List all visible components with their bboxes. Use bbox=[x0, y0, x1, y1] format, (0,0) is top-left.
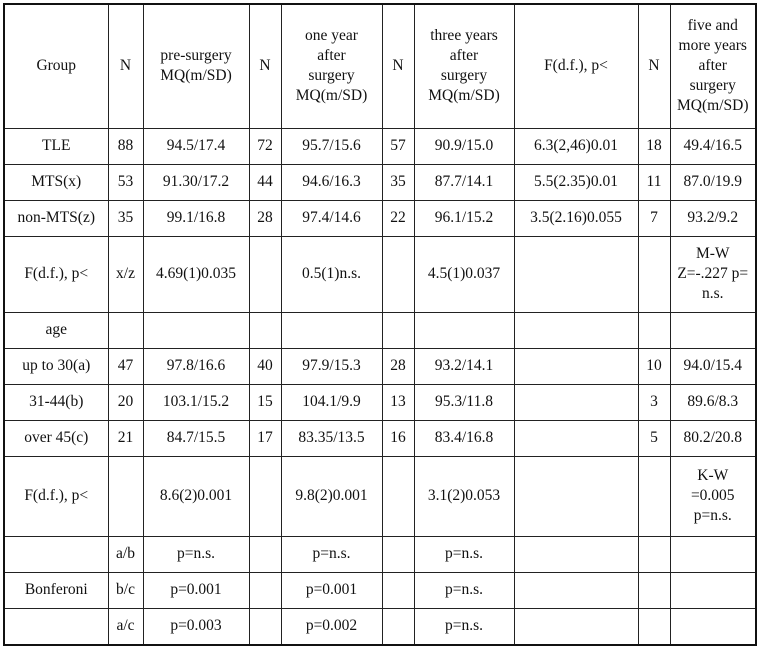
table-cell bbox=[382, 572, 414, 608]
table-cell: 11 bbox=[638, 164, 670, 200]
header-three-years: three years after surgery MQ(m/SD) bbox=[414, 4, 514, 128]
table-cell: K-W =0.005 p=n.s. bbox=[670, 456, 756, 536]
table-row bbox=[4, 164, 756, 200]
table-cell bbox=[108, 456, 143, 536]
table-cell: 103.1/15.2 bbox=[143, 384, 249, 420]
table-cell: 31-44(b) bbox=[4, 384, 108, 420]
results-table-container bbox=[3, 3, 755, 640]
table-row bbox=[4, 348, 756, 384]
table-cell: 4.69(1)0.035 bbox=[143, 236, 249, 312]
table-cell: 95.7/15.6 bbox=[281, 128, 382, 164]
table-cell: 88 bbox=[108, 128, 143, 164]
table-cell bbox=[638, 456, 670, 536]
table-row bbox=[4, 128, 756, 164]
table-cell: 97.4/14.6 bbox=[281, 200, 382, 236]
table-cell bbox=[514, 536, 638, 572]
table-cell: F(d.f.), p< bbox=[4, 456, 108, 536]
table-cell bbox=[638, 236, 670, 312]
table-cell bbox=[249, 572, 281, 608]
table-cell bbox=[638, 536, 670, 572]
table-cell: over 45(c) bbox=[4, 420, 108, 456]
table-cell: 83.4/16.8 bbox=[414, 420, 514, 456]
table-cell: age bbox=[4, 312, 108, 348]
table-row bbox=[4, 420, 756, 456]
table-cell bbox=[382, 608, 414, 645]
header-n-three-years: N bbox=[382, 4, 414, 128]
table-cell: 84.7/15.5 bbox=[143, 420, 249, 456]
table-cell: p=0.003 bbox=[143, 608, 249, 645]
header-group: Group bbox=[4, 4, 108, 128]
table-cell bbox=[249, 536, 281, 572]
table-cell bbox=[514, 348, 638, 384]
table-cell: p=n.s. bbox=[414, 608, 514, 645]
table-cell bbox=[382, 536, 414, 572]
table-cell: 90.9/15.0 bbox=[414, 128, 514, 164]
table-cell: 94.5/17.4 bbox=[143, 128, 249, 164]
table-cell bbox=[670, 608, 756, 645]
table-cell bbox=[514, 312, 638, 348]
table-cell bbox=[382, 236, 414, 312]
header-n-one-year: N bbox=[249, 4, 281, 128]
table-cell: 93.2/9.2 bbox=[670, 200, 756, 236]
table-cell bbox=[514, 384, 638, 420]
table-cell bbox=[382, 312, 414, 348]
table-cell: p=n.s. bbox=[414, 536, 514, 572]
header-n-pre: N bbox=[108, 4, 143, 128]
table-cell: 89.6/8.3 bbox=[670, 384, 756, 420]
table-cell bbox=[670, 572, 756, 608]
table-cell: 47 bbox=[108, 348, 143, 384]
header-f-stat: F(d.f.), p< bbox=[514, 4, 638, 128]
table-cell: 35 bbox=[382, 164, 414, 200]
table-cell bbox=[249, 456, 281, 536]
table-cell bbox=[249, 312, 281, 348]
table-row bbox=[4, 200, 756, 236]
table-row bbox=[4, 608, 756, 645]
table-cell bbox=[249, 608, 281, 645]
table-cell: p=0.002 bbox=[281, 608, 382, 645]
table-row bbox=[4, 572, 756, 608]
table-cell: 83.35/13.5 bbox=[281, 420, 382, 456]
header-one-year: one year after surgery MQ(m/SD) bbox=[281, 4, 382, 128]
table-cell: 15 bbox=[249, 384, 281, 420]
table-cell bbox=[4, 608, 108, 645]
table-cell: 94.6/16.3 bbox=[281, 164, 382, 200]
table-cell: p=n.s. bbox=[143, 536, 249, 572]
table-cell: non-MTS(z) bbox=[4, 200, 108, 236]
header-pre-surgery: pre-surgery MQ(m/SD) bbox=[143, 4, 249, 128]
table-cell bbox=[281, 312, 382, 348]
table-cell: 72 bbox=[249, 128, 281, 164]
table-cell: x/z bbox=[108, 236, 143, 312]
table-cell: 3 bbox=[638, 384, 670, 420]
table-cell bbox=[514, 608, 638, 645]
table-cell: 21 bbox=[108, 420, 143, 456]
table-row bbox=[4, 384, 756, 420]
table-cell: 87.0/19.9 bbox=[670, 164, 756, 200]
table-cell: 99.1/16.8 bbox=[143, 200, 249, 236]
table-cell: M-W Z=-.227 p= n.s. bbox=[670, 236, 756, 312]
table-cell: 87.7/14.1 bbox=[414, 164, 514, 200]
table-cell: 94.0/15.4 bbox=[670, 348, 756, 384]
table-cell: 91.30/17.2 bbox=[143, 164, 249, 200]
table-row bbox=[4, 312, 756, 348]
table-cell: 93.2/14.1 bbox=[414, 348, 514, 384]
table-cell bbox=[108, 312, 143, 348]
table-cell: 4.5(1)0.037 bbox=[414, 236, 514, 312]
header-five-years: five and more years after surgery MQ(m/SD) bbox=[670, 4, 756, 128]
table-cell bbox=[514, 572, 638, 608]
table-cell: 8.6(2)0.001 bbox=[143, 456, 249, 536]
table-row bbox=[4, 536, 756, 572]
table-cell bbox=[514, 456, 638, 536]
table-cell: 7 bbox=[638, 200, 670, 236]
table-cell: 5 bbox=[638, 420, 670, 456]
header-n-five-years: N bbox=[638, 4, 670, 128]
table-cell bbox=[4, 536, 108, 572]
table-cell: 97.9/15.3 bbox=[281, 348, 382, 384]
table-cell: 95.3/11.8 bbox=[414, 384, 514, 420]
table-cell: 18 bbox=[638, 128, 670, 164]
table-cell: a/c bbox=[108, 608, 143, 645]
table-cell: 3.1(2)0.053 bbox=[414, 456, 514, 536]
table-cell: 13 bbox=[382, 384, 414, 420]
table-cell: MTS(x) bbox=[4, 164, 108, 200]
table-cell: 96.1/15.2 bbox=[414, 200, 514, 236]
table-cell bbox=[638, 572, 670, 608]
table-cell: 80.2/20.8 bbox=[670, 420, 756, 456]
table-cell bbox=[670, 312, 756, 348]
table-cell: p=n.s. bbox=[281, 536, 382, 572]
table-cell: 0.5(1)n.s. bbox=[281, 236, 382, 312]
table-cell: 22 bbox=[382, 200, 414, 236]
table-cell: 28 bbox=[382, 348, 414, 384]
table-cell: p=0.001 bbox=[143, 572, 249, 608]
table-cell: a/b bbox=[108, 536, 143, 572]
table-cell: 3.5(2.16)0.055 bbox=[514, 200, 638, 236]
table-cell: up to 30(a) bbox=[4, 348, 108, 384]
table-cell bbox=[514, 236, 638, 312]
table-cell: p=n.s. bbox=[414, 572, 514, 608]
table-cell bbox=[143, 312, 249, 348]
table-cell bbox=[514, 420, 638, 456]
table-cell bbox=[249, 236, 281, 312]
table-cell: 40 bbox=[249, 348, 281, 384]
header-row bbox=[4, 4, 756, 128]
table-cell: 44 bbox=[249, 164, 281, 200]
table-cell: 5.5(2.35)0.01 bbox=[514, 164, 638, 200]
table-cell: 6.3(2,46)0.01 bbox=[514, 128, 638, 164]
table-cell: 10 bbox=[638, 348, 670, 384]
table-cell bbox=[670, 536, 756, 572]
table-cell bbox=[382, 456, 414, 536]
table-cell: 35 bbox=[108, 200, 143, 236]
table-cell: 49.4/16.5 bbox=[670, 128, 756, 164]
table-cell: F(d.f.), p< bbox=[4, 236, 108, 312]
table-cell: 9.8(2)0.001 bbox=[281, 456, 382, 536]
table-cell: 17 bbox=[249, 420, 281, 456]
table-cell: Bonferoni bbox=[4, 572, 108, 608]
table-cell bbox=[414, 312, 514, 348]
table-cell: 20 bbox=[108, 384, 143, 420]
table-cell: b/c bbox=[108, 572, 143, 608]
table-row bbox=[4, 236, 756, 312]
table-cell: 57 bbox=[382, 128, 414, 164]
table-cell: TLE bbox=[4, 128, 108, 164]
table-cell: 16 bbox=[382, 420, 414, 456]
table-cell: p=0.001 bbox=[281, 572, 382, 608]
table-cell: 97.8/16.6 bbox=[143, 348, 249, 384]
table-row bbox=[4, 456, 756, 536]
results-table bbox=[3, 3, 757, 646]
table-cell bbox=[638, 608, 670, 645]
table-cell: 104.1/9.9 bbox=[281, 384, 382, 420]
table-cell: 53 bbox=[108, 164, 143, 200]
table-cell: 28 bbox=[249, 200, 281, 236]
table-cell bbox=[638, 312, 670, 348]
